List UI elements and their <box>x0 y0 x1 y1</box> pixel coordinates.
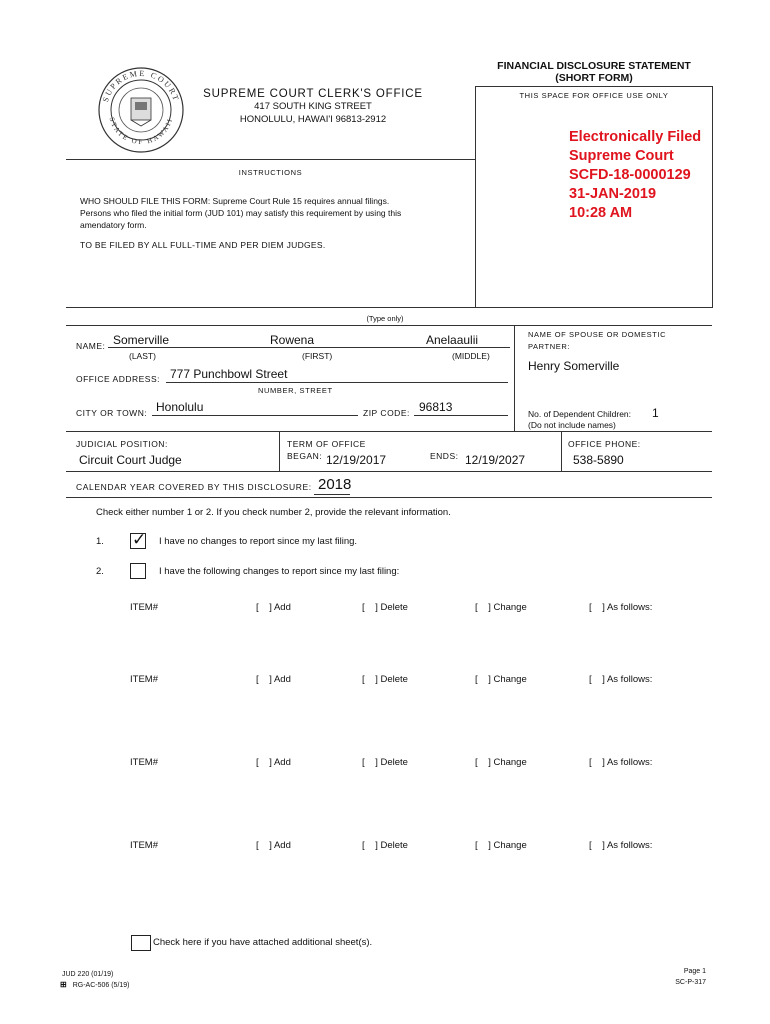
office-address-value[interactable]: 777 Punchbowl Street <box>170 367 288 381</box>
office-use-label: THIS SPACE FOR OFFICE USE ONLY <box>519 91 669 100</box>
item-delete-option[interactable]: [ ] Delete <box>362 840 408 851</box>
city-label: CITY OR TOWN: <box>76 408 148 418</box>
calendar-year-underline <box>314 494 350 495</box>
option1-text: I have no changes to report since my last filing. <box>159 536 358 547</box>
city-underline <box>152 415 358 416</box>
stamp-line1: Electronically Filed <box>569 129 702 145</box>
zip-value[interactable]: 96813 <box>419 400 453 414</box>
divider <box>476 86 712 87</box>
item-add-option[interactable]: [ ] Add <box>256 757 291 768</box>
zip-underline <box>414 415 508 416</box>
item-delete-option[interactable]: [ ] Delete <box>362 602 408 613</box>
item-add-option[interactable]: [ ] Add <box>256 602 291 613</box>
form-title <box>476 60 712 84</box>
type-only-label: (Type only) <box>366 314 404 323</box>
item-as-follows-option[interactable]: [ ] As follows: <box>589 757 653 768</box>
first-name-value[interactable]: Rowena <box>270 333 315 347</box>
form-top-rule <box>66 307 712 308</box>
spouse-divider <box>514 325 515 431</box>
office-address-line1: 417 SOUTH KING STREET <box>254 101 372 112</box>
filing-stamp <box>569 128 769 223</box>
item-add-option[interactable]: [ ] Add <box>256 840 291 851</box>
office-use-border-left <box>475 86 476 308</box>
office-address-line2: HONOLULU, HAWAI'I 96813-2912 <box>239 114 387 125</box>
calendar-year-label: CALENDAR YEAR COVERED BY THIS DISCLOSURE: <box>76 482 312 492</box>
calendar-bottom-rule <box>66 497 712 498</box>
rg-number: RG-AC-506 (5/19) <box>72 982 130 989</box>
phone-divider <box>561 431 562 471</box>
office-use-border-right <box>712 86 713 308</box>
printer-icon: ⊞ <box>60 980 67 989</box>
instructions-para1-line1: WHO SHOULD FILE THIS FORM: Supreme Court Rule 15 requires annual filings. <box>80 196 390 206</box>
item-number-label: ITEM# <box>130 674 158 685</box>
item-number-label: ITEM# <box>130 757 158 768</box>
stamp-line2: Supreme Court <box>569 148 674 164</box>
item-change-option[interactable]: [ ] Change <box>475 840 527 851</box>
instructions-top-rule <box>66 159 475 160</box>
instructions-para1-line2: Persons who filed the initial form (JUD 101) may satisfy this requirement by using this <box>80 208 402 218</box>
address-underline <box>166 382 508 383</box>
item-delete-option[interactable]: [ ] Delete <box>362 674 408 685</box>
last-name-value[interactable]: Somerville <box>113 333 170 347</box>
form-title-line1: FINANCIAL DISCLOSURE STATEMENT <box>497 60 691 72</box>
footer-rg <box>60 980 130 989</box>
middle-label: (MIDDLE) <box>452 351 490 361</box>
ends-value[interactable]: 12/19/2027 <box>465 453 526 467</box>
judicial-position-value[interactable]: Circuit Court Judge <box>79 453 182 467</box>
city-value[interactable]: Honolulu <box>156 400 204 414</box>
option1-checkbox[interactable] <box>130 530 147 550</box>
form-number: JUD 220 (01/19) <box>62 971 114 978</box>
seal-text-top: SUPREME COURT <box>101 68 181 104</box>
term-label: TERM OF OFFICE <box>287 439 366 449</box>
name-label: NAME: <box>76 341 106 351</box>
spouse-label-line1: NAME OF SPOUSE OR DOMESTIC <box>528 330 667 339</box>
stamp-line5: 10:28 AM <box>569 205 633 221</box>
ends-label: ENDS: <box>430 451 459 461</box>
svg-text:STATE OF HAWAII <box>108 116 175 146</box>
position-top-rule <box>66 431 712 432</box>
first-label: (FIRST) <box>302 351 333 361</box>
zip-label: ZIP CODE: <box>363 408 410 418</box>
office-address-label: OFFICE ADDRESS: <box>76 374 161 384</box>
item-as-follows-option[interactable]: [ ] As follows: <box>589 840 653 851</box>
instructions-para2: TO BE FILED BY ALL FULL-TIME AND PER DIEM JUDGES. <box>80 240 326 250</box>
name-underline <box>108 347 510 348</box>
sc-number: SC-P-317 <box>675 979 706 986</box>
position-bottom-rule <box>66 471 712 472</box>
option2-number: 2. <box>96 566 104 577</box>
option1-number: 1. <box>96 536 104 547</box>
middle-name-value[interactable]: Anelaaulii <box>426 333 479 347</box>
instructions-title: INSTRUCTIONS <box>238 168 303 177</box>
court-seal-icon <box>97 66 185 154</box>
dependents-value[interactable]: 1 <box>652 406 659 420</box>
form-rule-2 <box>66 325 712 326</box>
stamp-line4: 31-JAN-2019 <box>569 186 657 202</box>
item-as-follows-option[interactable]: [ ] As follows: <box>589 674 653 685</box>
item-add-option[interactable]: [ ] Add <box>256 674 291 685</box>
position-divider <box>279 431 280 471</box>
number-street-label: NUMBER, STREET <box>258 386 333 395</box>
instructions-para1-line3: amendatory form. <box>80 220 147 230</box>
dependents-note: (Do not include names) <box>528 420 616 430</box>
item-as-follows-option[interactable]: [ ] As follows: <box>589 602 653 613</box>
spouse-label <box>528 329 666 353</box>
attached-sheets-text: Check here if you have attached additional sheet(s). <box>153 937 373 948</box>
instructions-para1 <box>80 195 470 231</box>
choice-instruction: Check either number 1 or 2. If you check number 2, provide the relevant information. <box>96 507 451 518</box>
began-value[interactable]: 12/19/2017 <box>326 453 387 467</box>
page-number: Page 1 <box>683 968 706 975</box>
dependents-label: No. of Dependent Children: <box>528 409 632 419</box>
option2-text: I have the following changes to report since my last filing: <box>159 566 400 577</box>
checkmark-icon: ✓ <box>132 530 147 550</box>
option2-checkbox[interactable] <box>130 563 146 579</box>
judicial-position-label: JUDICIAL POSITION: <box>76 439 168 449</box>
item-number-label: ITEM# <box>130 840 158 851</box>
calendar-year-value[interactable]: 2018 <box>318 476 352 493</box>
seal-text-bottom: STATE OF HAWAII <box>107 116 175 147</box>
item-change-option[interactable]: [ ] Change <box>475 674 527 685</box>
phone-value[interactable]: 538-5890 <box>573 453 624 467</box>
item-number-label: ITEM# <box>130 602 158 613</box>
began-label: BEGAN: <box>287 451 323 461</box>
item-change-option[interactable]: [ ] Change <box>475 757 527 768</box>
last-label: (LAST) <box>129 351 156 361</box>
office-name: SUPREME COURT CLERK'S OFFICE <box>203 88 423 100</box>
form-title-line2: (SHORT FORM) <box>555 72 633 84</box>
phone-label: OFFICE PHONE: <box>568 439 641 449</box>
item-delete-option[interactable]: [ ] Delete <box>362 757 408 768</box>
stamp-line3: SCFD-18-0000129 <box>569 167 691 183</box>
spouse-name-value[interactable]: Henry Somerville <box>528 359 620 373</box>
item-change-option[interactable]: [ ] Change <box>475 602 527 613</box>
spouse-label-line2: PARTNER: <box>528 342 571 351</box>
attached-sheets-checkbox[interactable] <box>131 935 151 951</box>
